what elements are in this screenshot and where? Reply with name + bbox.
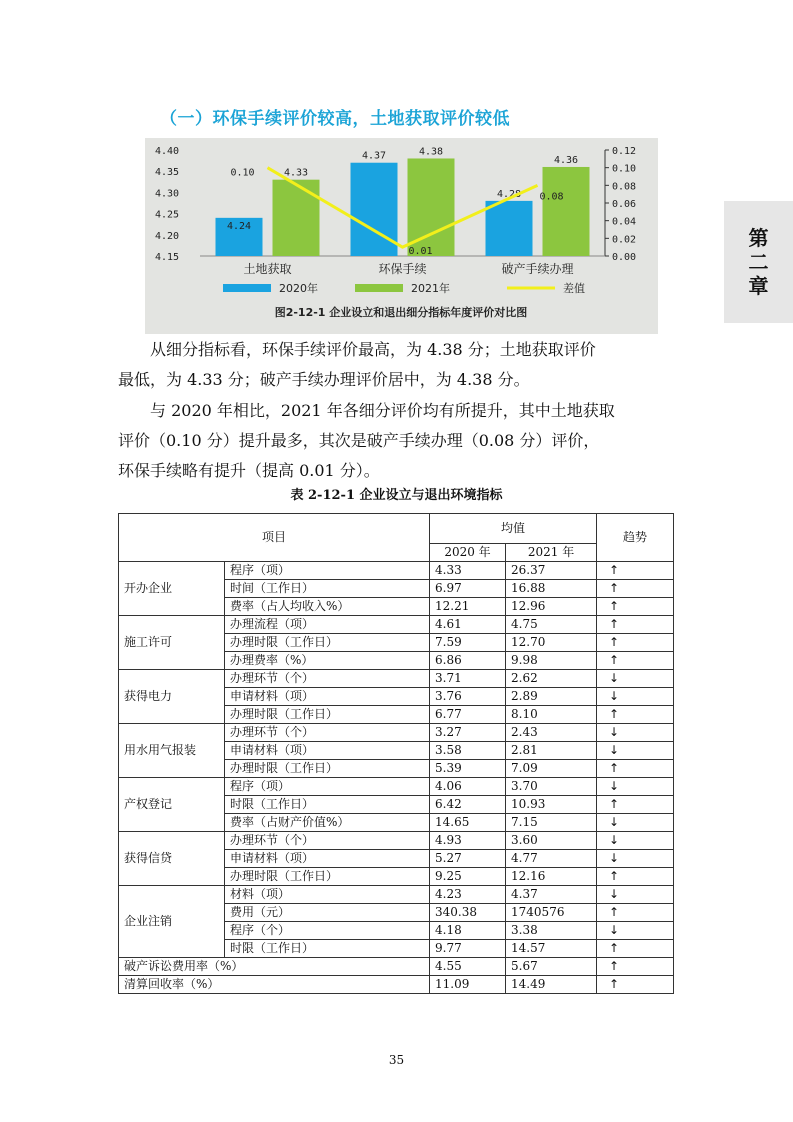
row-label: 程序（项） [225, 562, 430, 580]
value-2021: 2.81 [506, 742, 597, 760]
row-label: 时限（工作日） [225, 796, 430, 814]
value-2020: 4.23 [430, 886, 506, 904]
right-axis-tick-label: 0.06 [612, 199, 637, 210]
trend-arrow: ↑ [597, 868, 674, 886]
paragraph-line: 环保手续略有提升（提高 0.01 分）。 [118, 461, 380, 480]
difference-value-label: 0.01 [408, 246, 433, 258]
trend-arrow: ↑ [597, 580, 674, 598]
right-axis-tick-label: 0.12 [612, 146, 637, 157]
bar [351, 163, 398, 256]
paragraph-1 [118, 335, 678, 395]
trend-arrow: ↓ [597, 688, 674, 706]
value-2020: 11.09 [430, 976, 506, 994]
group-name: 企业注销 [119, 886, 225, 958]
trend-arrow: ↑ [597, 598, 674, 616]
table-caption: 表 2-12-1 企业设立与退出环境指标 [290, 488, 503, 503]
group-name: 获得信贷 [119, 832, 225, 886]
value-2020: 3.27 [430, 724, 506, 742]
row-label: 材料（项） [225, 886, 430, 904]
difference-value-label: 0.08 [539, 191, 564, 203]
trend-arrow: ↑ [597, 904, 674, 922]
indicator-table [118, 513, 674, 994]
row-label: 办理时限（工作日） [225, 634, 430, 652]
value-2021: 7.15 [506, 814, 597, 832]
group-name: 获得电力 [119, 670, 225, 724]
row-label: 申请材料（项） [225, 688, 430, 706]
left-axis-tick-label: 4.20 [155, 230, 180, 242]
value-2020: 6.97 [430, 580, 506, 598]
value-2021: 3.60 [506, 832, 597, 850]
value-2020: 4.55 [430, 958, 506, 976]
value-2020: 6.77 [430, 706, 506, 724]
row-label: 办理环节（个） [225, 724, 430, 742]
trend-arrow: ↓ [597, 814, 674, 832]
value-2021: 10.93 [506, 796, 597, 814]
value-2020: 6.86 [430, 652, 506, 670]
bar-value-label: 4.38 [418, 146, 444, 158]
value-2020: 340.38 [430, 904, 506, 922]
legend-label: 2021年 [411, 282, 450, 295]
value-2021: 12.16 [506, 868, 597, 886]
right-axis-tick-label: 0.10 [612, 163, 637, 175]
value-2020: 14.65 [430, 814, 506, 832]
value-2020: 12.21 [430, 598, 506, 616]
trend-arrow: ↓ [597, 670, 674, 688]
header-mean: 均值 [430, 514, 597, 544]
value-2020: 4.18 [430, 922, 506, 940]
table-row [119, 976, 674, 994]
value-2020: 7.59 [430, 634, 506, 652]
value-2020: 3.58 [430, 742, 506, 760]
row-label: 申请材料（项） [225, 742, 430, 760]
bar-value-label: 4.24 [226, 220, 252, 232]
value-2020: 4.93 [430, 832, 506, 850]
chapter-tab-char: 二 [748, 250, 769, 274]
value-2021: 2.43 [506, 724, 597, 742]
bar-value-label: 4.28 [496, 188, 522, 200]
trend-arrow: ↑ [597, 706, 674, 724]
difference-value-label: 0.10 [230, 167, 255, 179]
category-label: 破产手续办理 [501, 262, 574, 276]
left-axis-tick-label: 4.15 [155, 252, 180, 263]
category-label: 土地获取 [243, 262, 292, 276]
chapter-tab-char: 章 [748, 274, 769, 298]
right-axis-tick-label: 0.02 [612, 234, 637, 246]
bar [273, 180, 320, 256]
chapter-tab [724, 201, 793, 323]
bar [486, 201, 533, 256]
trend-arrow: ↓ [597, 724, 674, 742]
right-axis-tick-label: 0.04 [612, 216, 637, 228]
right-axis-tick-label: 0.00 [612, 252, 637, 263]
value-2020: 5.39 [430, 760, 506, 778]
paragraph-line: 与 2020 年相比，2021 年各细分评价均有所提升，其中土地获取 [150, 401, 615, 420]
trend-arrow: ↓ [597, 850, 674, 868]
legend-swatch [223, 284, 271, 292]
table-row [119, 616, 674, 634]
bar-line-chart [145, 138, 658, 334]
value-2021: 9.98 [506, 652, 597, 670]
table-body [119, 562, 674, 994]
row-label: 时限（工作日） [225, 940, 430, 958]
trend-arrow: ↑ [597, 940, 674, 958]
value-2020: 6.42 [430, 796, 506, 814]
header-trend: 趋势 [597, 514, 674, 562]
legend-label: 2020年 [279, 282, 318, 295]
chapter-tab-char: 第 [748, 226, 769, 250]
row-label: 程序（项） [225, 778, 430, 796]
paragraph-line: 最低，为 4.33 分；破产手续办理评价居中，为 4.38 分。 [118, 370, 530, 389]
row-label: 办理费率（%） [225, 652, 430, 670]
trend-arrow: ↑ [597, 616, 674, 634]
chart-container [145, 138, 658, 334]
row-label: 办理时限（工作日） [225, 760, 430, 778]
left-axis-tick-label: 4.30 [155, 188, 180, 200]
paragraph-line: 评价（0.10 分）提升最多，其次是破产手续办理（0.08 分）评价， [118, 431, 600, 450]
trend-arrow: ↑ [597, 760, 674, 778]
left-axis-tick-label: 4.40 [155, 146, 180, 157]
trend-arrow: ↑ [597, 796, 674, 814]
value-2020: 3.76 [430, 688, 506, 706]
header-year-2021: 2021 年 [506, 544, 597, 562]
row-label: 费用（元） [225, 904, 430, 922]
trend-arrow: ↓ [597, 886, 674, 904]
row-label: 程序（个） [225, 922, 430, 940]
value-2021: 26.37 [506, 562, 597, 580]
bar [543, 167, 590, 256]
row-label: 清算回收率（%） [119, 976, 430, 994]
bar-value-label: 4.37 [361, 150, 387, 162]
category-label: 环保手续 [378, 262, 427, 276]
row-label: 申请材料（项） [225, 850, 430, 868]
trend-arrow: ↑ [597, 562, 674, 580]
left-axis-tick-label: 4.25 [155, 209, 180, 221]
bar-value-label: 4.33 [283, 167, 309, 179]
value-2021: 2.62 [506, 670, 597, 688]
table-row [119, 886, 674, 904]
value-2020: 9.25 [430, 868, 506, 886]
header-item: 项目 [119, 514, 430, 562]
group-name: 开办企业 [119, 562, 225, 616]
trend-arrow: ↑ [597, 958, 674, 976]
row-label: 费率（占财产价值%） [225, 814, 430, 832]
page-number: 35 [388, 1053, 405, 1067]
table-row [119, 562, 674, 580]
left-axis-tick-label: 4.35 [155, 167, 180, 179]
row-label: 费率（占人均收入%） [225, 598, 430, 616]
paragraph-2 [118, 396, 678, 486]
row-label: 办理环节（个） [225, 832, 430, 850]
value-2021: 2.89 [506, 688, 597, 706]
value-2021: 16.88 [506, 580, 597, 598]
value-2021: 4.75 [506, 616, 597, 634]
table-row [119, 958, 674, 976]
trend-arrow: ↓ [597, 778, 674, 796]
table-row [119, 832, 674, 850]
trend-arrow: ↑ [597, 652, 674, 670]
value-2021: 12.70 [506, 634, 597, 652]
trend-arrow: ↓ [597, 742, 674, 760]
trend-arrow: ↓ [597, 922, 674, 940]
table-row [119, 670, 674, 688]
table-row [119, 778, 674, 796]
value-2021: 14.49 [506, 976, 597, 994]
value-2020: 3.71 [430, 670, 506, 688]
row-label: 办理时限（工作日） [225, 706, 430, 724]
trend-arrow: ↓ [597, 832, 674, 850]
right-axis-tick-label: 0.08 [612, 181, 637, 193]
value-2021: 5.67 [506, 958, 597, 976]
value-2021: 4.77 [506, 850, 597, 868]
header-year-2020: 2020 年 [430, 544, 506, 562]
value-2020: 4.61 [430, 616, 506, 634]
legend-swatch [355, 284, 403, 292]
value-2021: 12.96 [506, 598, 597, 616]
group-name: 施工许可 [119, 616, 225, 670]
value-2020: 5.27 [430, 850, 506, 868]
value-2021: 14.57 [506, 940, 597, 958]
bar-value-label: 4.36 [553, 154, 579, 166]
row-label: 办理流程（项） [225, 616, 430, 634]
value-2020: 4.33 [430, 562, 506, 580]
group-name: 用水用气报装 [119, 724, 225, 778]
row-label: 破产诉讼费用率（%） [119, 958, 430, 976]
legend-label: 差值 [563, 282, 585, 295]
value-2020: 9.77 [430, 940, 506, 958]
row-label: 办理时限（工作日） [225, 868, 430, 886]
value-2020: 4.06 [430, 778, 506, 796]
trend-arrow: ↑ [597, 634, 674, 652]
value-2021: 8.10 [506, 706, 597, 724]
row-label: 时间（工作日） [225, 580, 430, 598]
section-heading: （一）环保手续评价较高，土地获取评价较低 [160, 109, 510, 129]
chart-title: 图2-12-1 企业设立和退出细分指标年度评价对比图 [274, 306, 528, 319]
table-row [119, 724, 674, 742]
row-label: 办理环节（个） [225, 670, 430, 688]
value-2021: 7.09 [506, 760, 597, 778]
value-2021: 4.37 [506, 886, 597, 904]
value-2021: 3.70 [506, 778, 597, 796]
value-2021: 1740576 [506, 904, 597, 922]
group-name: 产权登记 [119, 778, 225, 832]
trend-arrow: ↑ [597, 976, 674, 994]
value-2021: 3.38 [506, 922, 597, 940]
paragraph-line: 从细分指标看，环保手续评价最高，为 4.38 分；土地获取评价 [150, 340, 596, 359]
